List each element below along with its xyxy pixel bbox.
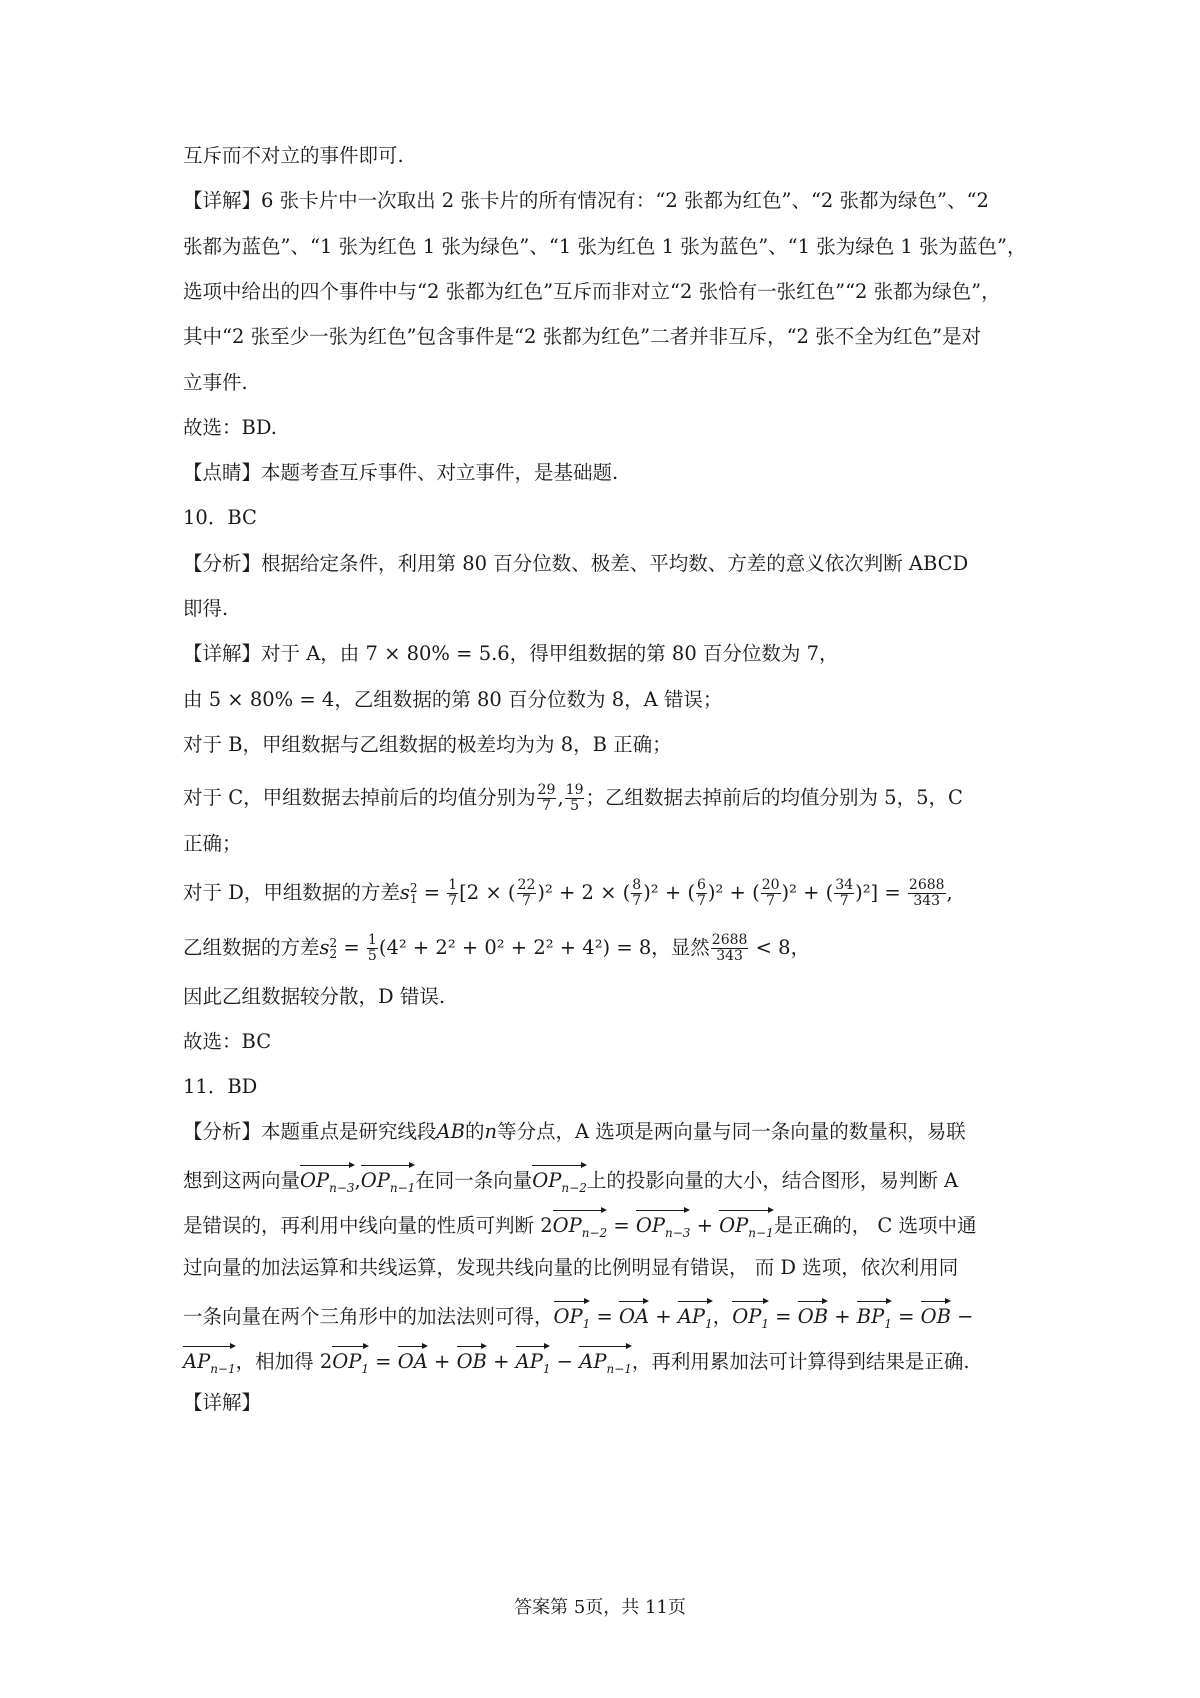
text-line: 选项中给出的四个事件中与“2 张都为红色”互斥而非对立“2 张恰有一张红色”“2 张都为绿色”， bbox=[183, 280, 1001, 303]
vector: $OP_{n-3}$ bbox=[636, 1208, 691, 1247]
vector: $OP_{n-1}$ bbox=[719, 1208, 774, 1247]
fraction: $\frac{22}{7}$ bbox=[517, 877, 536, 909]
text-line: 对于 B，甲组数据与乙组数据的极差均为为 8，B 正确； bbox=[183, 733, 672, 756]
vector: $AP_1$ bbox=[516, 1344, 551, 1383]
vector: OA bbox=[619, 1299, 649, 1331]
vector: OA bbox=[398, 1344, 428, 1376]
fraction: $\frac{34}{7}$ bbox=[835, 877, 854, 909]
fraction: $\frac{1}{5}$ bbox=[367, 932, 377, 964]
vector: $OP_1$ bbox=[554, 1299, 591, 1338]
text-line: 想到这两向量$OP_{n-3},OP_{n-1}$在同一条向量$OP_{n-2}$上的投影向量的大小，结合图形，易判断 A bbox=[183, 1163, 1043, 1202]
vector: OB bbox=[921, 1299, 951, 1331]
text-line-means: 对于 C，甲组数据去掉前后的均值分别为 $\frac{29}{7}$ , $\frac{19}{5}$ ；乙组数据去掉前后的均值分别为 5，5，C bbox=[183, 782, 963, 814]
vector: $BP_1$ bbox=[857, 1299, 892, 1338]
text-line: 是错误的，再利用中线向量的性质可判断 $2OP_{n-2} = OP_{n-3} + OP_{n-1}$是正确的， C 选项中通 bbox=[183, 1208, 1043, 1247]
vector: $AP_{n-1}$ bbox=[579, 1344, 632, 1383]
text-line: 一条向量在两个三角形中的加法法则可得，$OP_1$ = OA + $AP_1$，$OP_1$ = OB + $BP_1$ = OB − bbox=[183, 1299, 1043, 1338]
text-line: 张都为蓝色”、“1 张为红色 1 张为绿色”、“1 张为红色 1 张为蓝色”、“1 张为绿色 1 张为蓝色”， bbox=[183, 235, 1027, 258]
text-line: 故选：BC bbox=[183, 1030, 272, 1053]
text-line: 【点睛】本题考查互斥事件、对立事件，是基础题. bbox=[183, 461, 619, 484]
vector: $OP_{n-1}$ bbox=[361, 1163, 416, 1202]
fraction: $\frac{2688}{343}$ bbox=[711, 932, 748, 964]
text-line-variance-a: 对于 D，甲组数据的方差s 2 1 = $\frac{1}{7}$ [2 × ( $\frac{22}{7}$ )² + 2 × ( $\frac{8}{7}$ )² + ( $\frac{6}{7}$ )² + ( $\frac{20}{7}$ )² + ( $\frac{34}{7}$ )²] = $\frac{2688}{343}$ , bbox=[183, 877, 953, 909]
page-footer: 答案第 5页，共 11页 bbox=[514, 1597, 686, 1618]
question-heading: 11．BD bbox=[183, 1075, 258, 1098]
text-line: 【详解】对于 A，由 7 × 80% = 5.6，得甲组数据的第 80 百分位数为 7， bbox=[183, 642, 839, 665]
text-line: 因此乙组数据较分散，D 错误. bbox=[183, 985, 446, 1008]
text-line: 过向量的加法运算和共线运算，发现共线向量的比例明显有错误， 而 D 选项，依次利用同 bbox=[183, 1256, 959, 1279]
fraction: $\frac{19}{5}$ bbox=[565, 782, 584, 814]
text-line: 互斥而不对立的事件即可. bbox=[183, 144, 404, 167]
text-line: 正确； bbox=[183, 832, 242, 855]
vector: $OP_1$ bbox=[332, 1344, 369, 1383]
text-line: 由 5 × 80% = 4，乙组数据的第 80 百分位数为 8，A 错误； bbox=[183, 688, 723, 711]
text-line: 【分析】本题重点是研究线段AB的n等分点，A 选项是两向量与同一条向量的数量积，易联 bbox=[183, 1120, 966, 1143]
vector: $AP_1$ bbox=[678, 1299, 713, 1338]
vector: $OP_{n-2}$ bbox=[532, 1163, 587, 1202]
text-line-variance-b: 乙组数据的方差s 2 2 = $\frac{1}{5}$ (4² + 2² + 0² + 2² + 4²) = 8，显然 $\frac{2688}{343}$ < 8， bbox=[183, 932, 811, 964]
vector: $OP_{n-3}$ bbox=[300, 1163, 355, 1202]
text-line: 【详解】6 张卡片中一次取出 2 张卡片的所有情况有：“2 张都为红色”、“2 张都为绿色”、“2 bbox=[183, 189, 989, 212]
text-line: 【分析】根据给定条件，利用第 80 百分位数、极差、平均数、方差的意义依次判断 ABCD bbox=[183, 552, 969, 575]
question-heading: 10．BC bbox=[183, 506, 257, 529]
text-line: 即得. bbox=[183, 597, 229, 620]
text-line: 【详解】 bbox=[183, 1391, 262, 1414]
text-line: $AP_{n-1}$，相加得 $2OP_1$ = OA + OB + $AP_1 - AP_{n-1}$，再利用累加法可计算得到结果是正确. bbox=[183, 1344, 1043, 1383]
vector: $AP_{n-1}$ bbox=[183, 1344, 236, 1383]
vector: $OP_{n-2}$ bbox=[553, 1208, 608, 1247]
fraction: $\frac{20}{7}$ bbox=[761, 877, 780, 909]
text-line: 其中“2 张至少一张为红色”包含事件是“2 张都为红色”二者并非互斥，“2 张不全为红色”是对 bbox=[183, 325, 982, 348]
fraction: $\frac{2688}{343}$ bbox=[908, 877, 945, 909]
text-line: 故选：BD. bbox=[183, 416, 277, 439]
vector: OB bbox=[798, 1299, 828, 1331]
vector: $OP_1$ bbox=[732, 1299, 769, 1338]
fraction: $\frac{6}{7}$ bbox=[696, 877, 706, 909]
fraction: $\frac{29}{7}$ bbox=[537, 782, 556, 814]
text-line: 立事件. bbox=[183, 371, 248, 394]
fraction: $\frac{8}{7}$ bbox=[632, 877, 642, 909]
vector: OB bbox=[457, 1344, 487, 1376]
fraction: $\frac{1}{7}$ bbox=[448, 877, 458, 909]
